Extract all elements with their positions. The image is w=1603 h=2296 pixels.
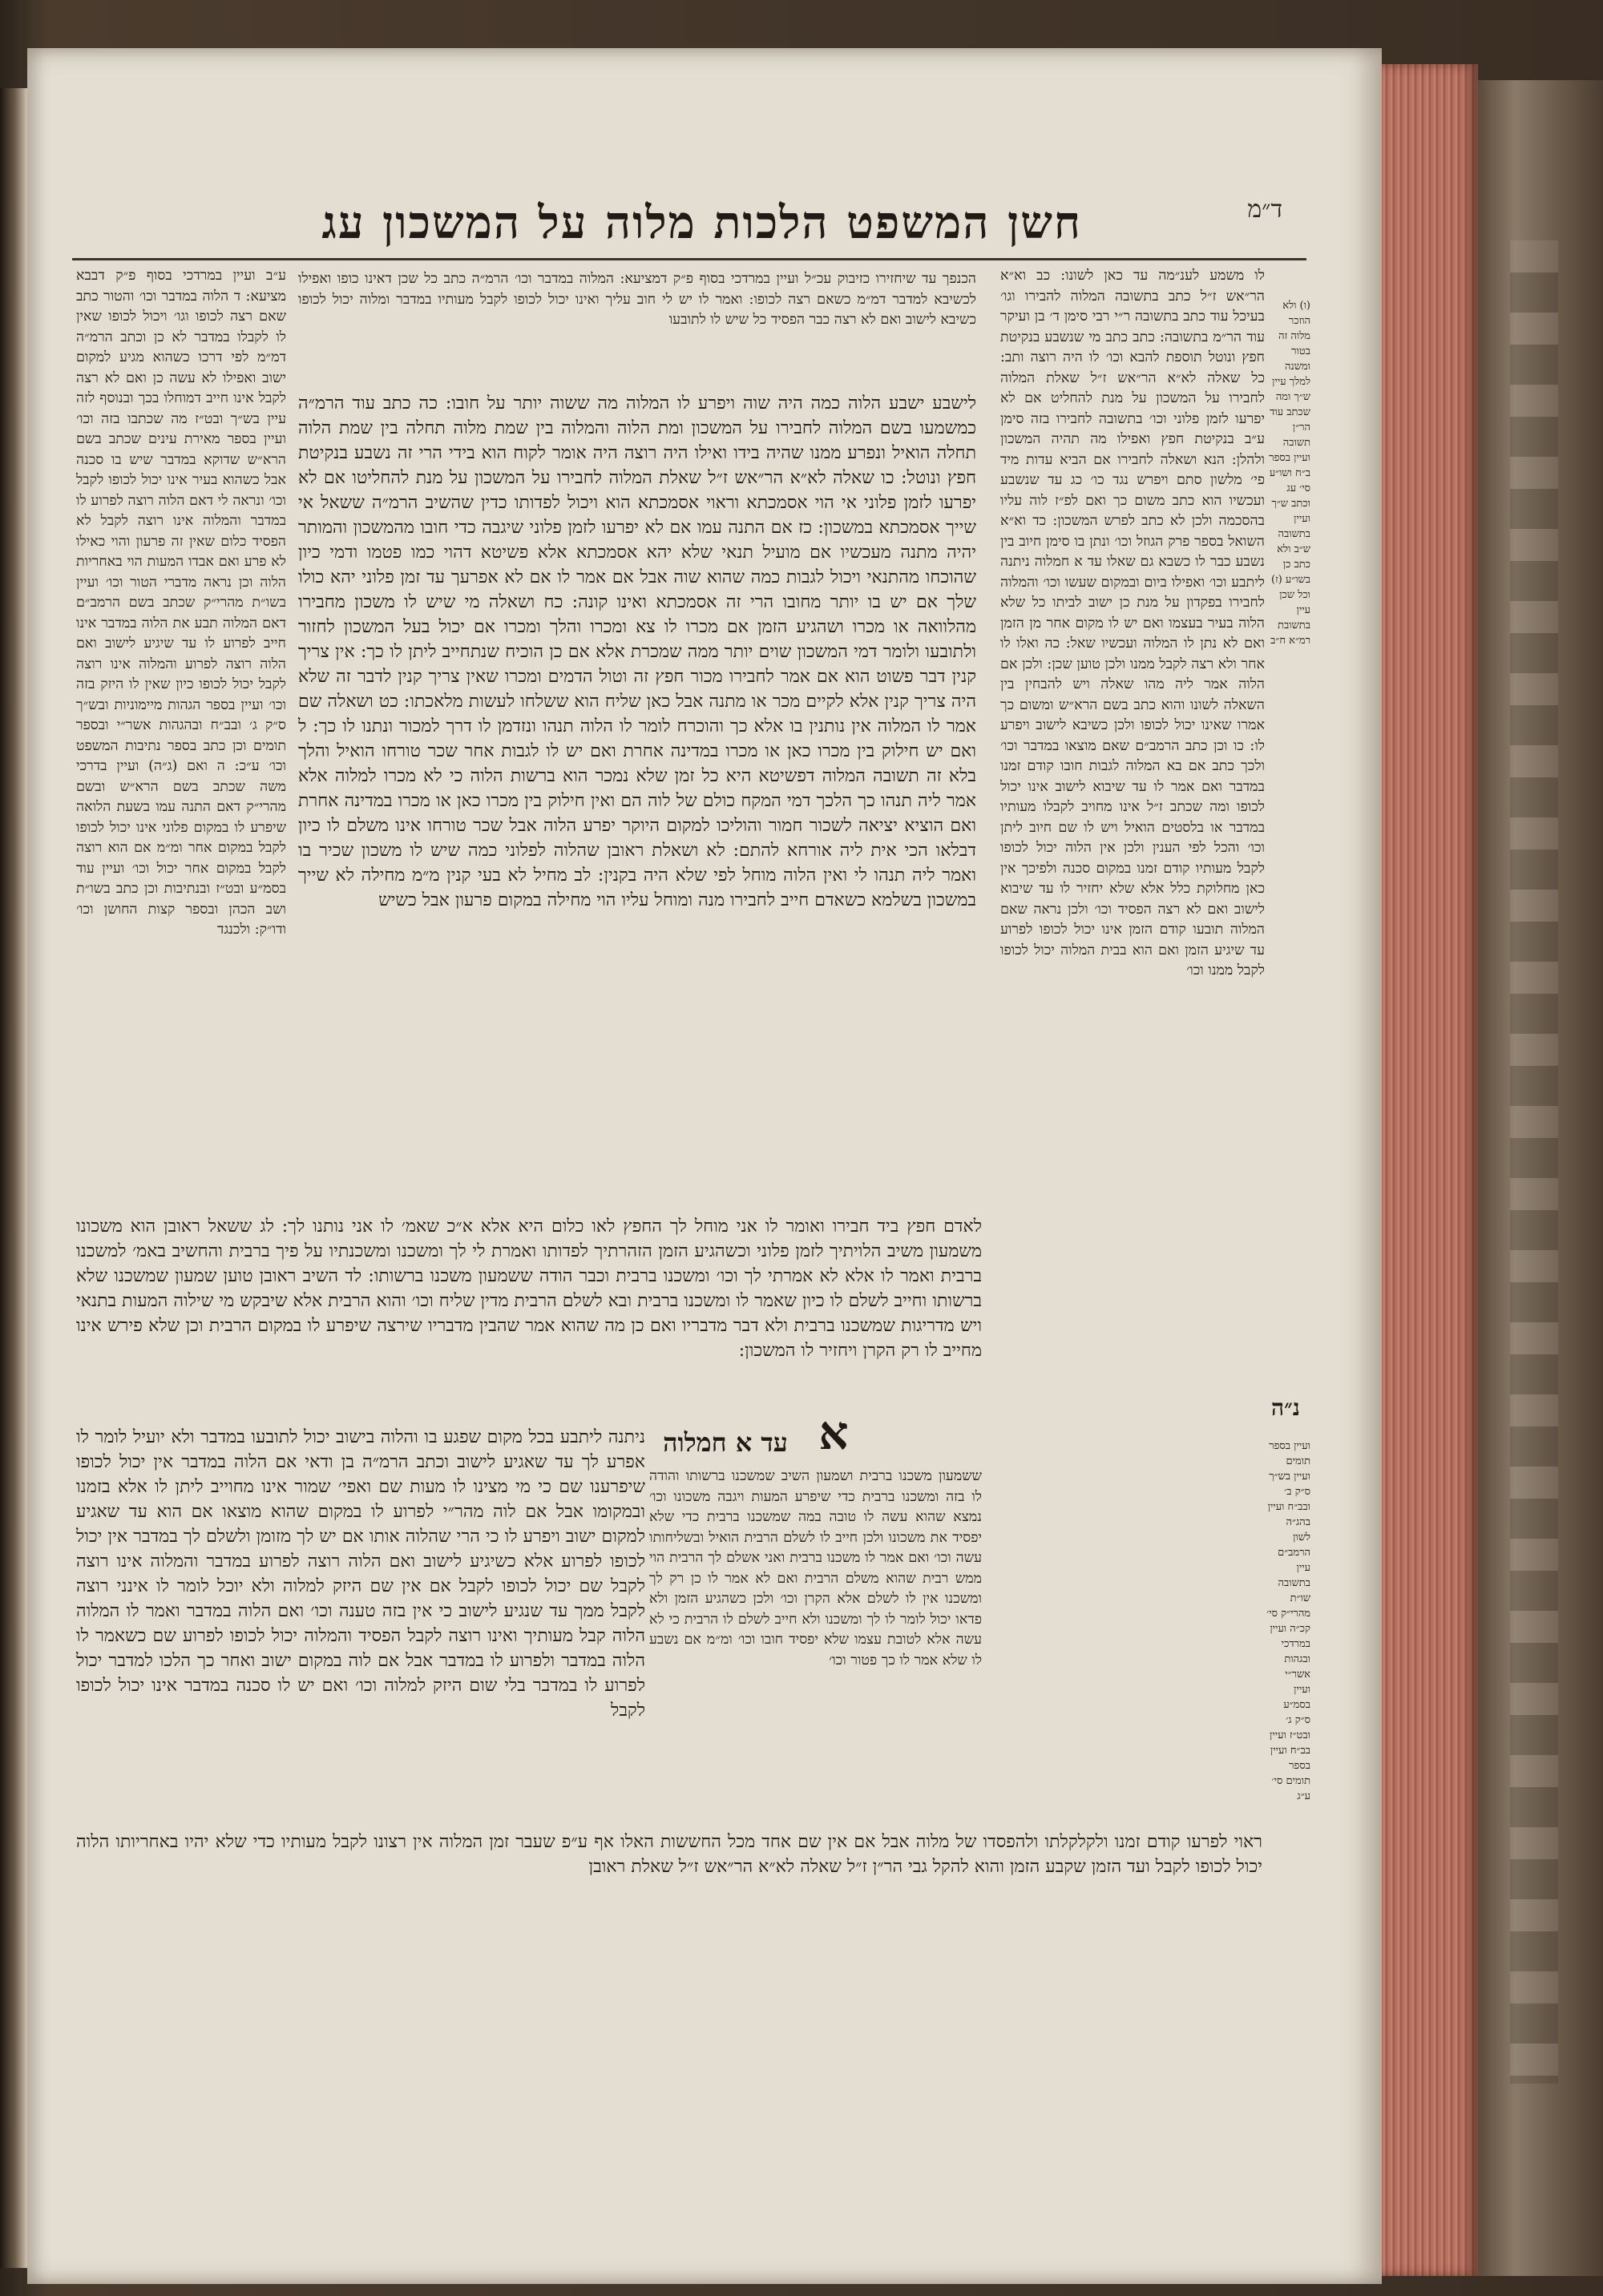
- section-letter: א: [818, 1406, 849, 1460]
- header-rule: [72, 258, 1306, 260]
- book-binding: [1478, 80, 1603, 2276]
- page-title: חשן המשפט הלכות מלוה על המשכון עג: [321, 196, 1082, 249]
- lower-commentary-text: ששמעון משכנו ברבית ושמעון השיב שמשכנו ברשותו והודה לו בזה ומשכנו ברבית כדי שיפרע המעות ויגבה משכונו וכו׳ נמצא שהוא עשה לו טובה במה שמשכנו ברבית כדי שלא יפסיד את משכונו ולכן חייב לו לשלם הרבית הואיל ובשליחותו עשה וכו׳ ואם אמר לו משכנו ברבית ואני אשלם לך הרבית הוי ממש רבית שהוא משלם הרבית ואם לא אמר לו כן רק לך ומשכנו אין לו לשלם אלא הקרן וכו׳ ולכן כשהגיע הזמן ולא פדאו יכול לומר לו לך ומשכנו ולא חייב לשלם לו הרבית כי לא עשה אלא לטובת עצמו שלא יפסיד חובו וכו׳ ומ״מ אם נשבע לו שלא אמר לו כך פטור וכו׳: [649, 1468, 982, 1669]
- center-top-text: הכנפך עד שיחזירו כזיבוק עכ״ל ועיין במרדכי בסוף פ״ק דמציעא: המלוה במדבר וכו׳ הרמ״ה כתב כל שכן דאינו כופו ואפילו לכשיבא למדבר דמ״מ כשאם רצה לכופו: ואמר לו יש לי חוב עליך ואינו יכול לכופו לקבל מעותיו במדבר ומלוה יכול לכופו כשיבא לישוב ואם לא רצה כבר הפסיד כל שיש לו לתובעו: [298, 271, 976, 328]
- right-margin-notes-top: [1266, 298, 1310, 647]
- page-edges: [1382, 64, 1478, 2276]
- lower-main-text: [76, 1425, 645, 1826]
- main-text-continuation-text: לאדם חפץ ביד חבירו ואומר לו אני מוחל לך החפץ לאו כלום היא אלא א״כ שאמ׳ לו אני נותנו לך: לג ששאל ראובן הוא משכונו משמעון משיב הלויתיך לזמן פלוני וכשהגיע הזמן הזהרתיך לפדותו ואמרת לי לך ומשכנו ומשכנתיו על פיך ברבית והחשיב באמ׳ למשכנו ברבית ואמר לו אלא לא אמרתי לך וכו׳ ומשכנו ברבית וכבר הודה ששמעון משכנו ברשותו: לד השיב ראובן טוען שמעון שמשכנו שלא ברשותו וחייב לשלם לו כיון שאמר לו ומשכנו ברבית ובא לשלם הרבית מדין שליח וכו׳ והוא הרבית אלא שיבקש מי שילוה המעות בתנאי ויש מדריגות שמשכנו ברבית ולא דבר מדבריו ואם כן מה שהוא אמר שהבין מדבריו שירצה שיפרע לו במקום הרבית וכן שלא פירש אינו מחייב לו רק הקרן ויחזיר לו המשכון:: [76, 1217, 982, 1361]
- right-commentary-column: [1000, 266, 1265, 1869]
- bottom-text: ראוי לפרעו קודם זמנו ולקלקלתו ולהפסדו של מלוה אבל אם אין שם אחד מכל החששות האלו אף ע״פ שעבר זמן המלוה אין רצונו לקבל מעותיו כדי שלא יהיו באחריותו הלוה יכול לכופו לקבל ועד הזמן שקבע הזמן והוא להקל גבי הר״ן ז״ל שאלה לא״א הר״אש ז״ל שאלת ראובן: [76, 1832, 1262, 1877]
- lower-commentary: [649, 1467, 982, 1827]
- right-margin-notes-bottom: [1266, 1439, 1310, 1802]
- main-text-continuation: [76, 1214, 982, 1424]
- marginal-siman-label: נ״ה: [1271, 1394, 1300, 1421]
- folio-mark: ד״מ: [1247, 196, 1282, 224]
- bottom-text-line: [76, 1830, 1262, 1902]
- margin-notes-top-text: (ו) ולא הוזכר מלוה זה בטור ומשנה למלך עיין ש״ך ומה שכתב עוד הר״ן תשובה ועיין בספר ב״ח ושו״ע סי׳ עג וכתב ש״ך ועיין בתשובה ש״ב ולא כתב כן בשו״ע (ז) וכל שכן עיין בתשובת רמ״א ח״ב: [1269, 300, 1310, 647]
- right-commentary-text: לו משמע לענ״מה עד כאן לשונו: כב וא״א הר״אש ז״ל כתב בתשובה המלוה להבירו וגו׳ בעיכל עוד כתב בתשובה ר״י רבי סימן ד׳ בן ועיקר עוד הר״מ בתשובה: כתב כתב מי שנשבע בנקיטת חפץ ונוטל תוספת להבא וכו׳ לו היה רוצה ותב: כל שאלה לא״א הר״אש ז״ל שאלת המלוה לחבירו על המשכון על מנת להחליט אם לא יפרעו לזמן פלוני וכו׳ בתשובה לחבירו בזה סימן ע״ב בנקיטת חפץ ואפילו מה תהיה המשכון ולהלן: הנא ושאלה לחבירו אם הביא עדות מיד פי׳ מלשון סתם ויפרש נגד כו׳ כג עד שנשבע ועכשיו הוא כתב משום כך ואם לפ״ז לוה עליו בהסכמה ולכן לא כתב לפרש המשכון: כד וא״א השואל בספר פרק הגוזל וכו׳ ונתן בו סימן חיוב בין נשבע כבר לו כשבא גם שאלו עד א חמלוה ניתנה ליתבע וכו׳ ואפילו ביום ובמקום שעשו וכו׳ והמלוה לחבירו בפקדון על מנת כן ישוב לביתו כל שלא הלוה בעיר בעצמו ואם יש לו מקום אחר מן הזמן ואם לא נתן לו המלוה ועכשיו שאל: כה ואלו לו אחר ולא רצה לקבל ממנו ולכן טוען שכן: ולכן אם הלוה אמר ליה מהו שאלה ויש להבחין בין השאלה לשונו והוא כתב בשם הרא״ש ומשום כך אמרו שאינו יכול לכופו ולכן כשיבא לישוב ויפרע לו: כו וכן כתב הרמב״ם שאם מוצאו במדבר וכו׳ ולכך כתב אם בא המלוה לגבות חובו קודם זמנו במדבר ואם אמר לו עד שיבוא לישוב אינו יכול לכופו ומה שכתב ז״ל אינו מחויב לקבלו מעותיו במדבר או בלסטים הואיל ויש לו שם חיוב ליתן וכו׳ והכל לפי הענין ולכן אין הלוה יכול לכופו לקבל מעותיו קודם זמנו במקום סכנה ולפיכך אין כאן מחלוקת כלל אלא שלא יחזיר לו עד שיבוא לישוב ואם לא רצה הפסיד וכו׳ ולכן נראה שאם המלוה תובעו קודם הזמן אינו יכול לכופו לפרוע עד שיגיע הזמן ואם הוא בבית המלוה יכול לכופו לקבל ממנו וכו׳: [1000, 268, 1265, 979]
- running-header: [72, 191, 1306, 255]
- main-text-column: [298, 391, 976, 1210]
- section-rubric: עד א חמלוה: [663, 1427, 788, 1458]
- main-text: לישבע ישבע הלוה כמה היה שוה ויפרע לו המלוה מה ששוה יותר על חובו: כה כתב עוד הרמ״ה כמשמעו בשם המלוה לחבירו על המשכון ומת הלוה והמלוה בין שמת מלוה תחלה בין שמת הלוה תחלה הואיל ונפרע ממנו שהיה בידו ואילו היה רוצה היה אומר לקוח הוא בידי הרי זה נשבע בנקיטת חפץ ונוטל: כו שאלה לא״א הר״אש ז״ל שאלת המלוה לחבירו על המשכון על מנת להחליטו אם לא יפרעו לזמן פלוני אי הוי אסמכתא וראוי אסמכתא הוא ויכול לפדותו כדין שהשיב הרמ״ה ששאל אי שייך אסמכתא במשכון: כז אם התנה עמו אם לא יפרעו לזמן פלוני שיגבה כדי חובו מהמשכון והמותר יהיה מתנה מעכשיו אם מועיל תנאי שלא יהא אסמכתא אלא פשיטא דהוי כמו פטמו ודמי כיון שהוכחו מהתנאי ויכול לגבות כמה שהוא שוה אבל אם אמר לו אם לא אפרעך עד זמן פלוני יהא כולו שלך אם יש בו יותר מחובו הרי זה אסמכתא ואינו קונה: כח ושאלה מי שיש לו משכון מחבירו מהלוואה או מכרו ושהגיע הזמן אם מכרו לו צא ומכרו והלך ומכרו אם יכול בעל המשכון לחזור ולתובעו ולומר דמי המשכון שוים יותר ממה שמכרת אלא אם כן הוכיח שנתחייב ליתן לו כך: אין צריך קנין דבר פשוט הוא אם אמר לחבירו מכור חפץ זה וטול הדמים ומכרו שאין צריך קנין לדבר זה שלא היה צריך קנין אלא לקיים מכר או מתנה אבל כאן שליח הוא ששלחו לעשות מלאכתו: כט ושאלה שם אמר לו המלוה אין נותנין בו אלא כך והוכרח לומר לו הלוה תנהו ונזדמן לו דרך למכור ונתנו לו כך: ל ואם יש חילוק בין מכרו כאן או מכרו במדינה אחרת ואם יש לו לגבות אחר שכר טורחו הואיל והלך בלא זה תשובה המלוה דפשיטא היא כל זמן שלא נמכר הוא ברשות הלוה כי לא מכרו למלוה אלא אמר ליה תנהו כך הלכך דמי המקח כולם של לוה הם ואין חילוק בין מכרו כאן או מכרו במדינה אחרת ואם הוציא יציאה לשכור חמור והוליכו למקום היוקר יפרע הלוה אבל שכר טורחו אינו משלם לו כיון דבלאו הכי אית ליה אורחא להתם: לא ושאלת ראובן שהלוה לפלוני כמה שיש לו משכון שכיר בו ואמר ליה תנהו לי ואין הלוה מוחל לפי שלא היה בקנין: לב מחיל לא בעי קנין מ״מ מחילה לא שייך במשכון בשלמא כשאדם חייב לחבירו מנה ומוחל עליו הוי מחילה במקום פרעון אבל כשיש: [298, 393, 977, 910]
- margin-notes-bottom-text: ועיין בספר תומים ועיין בש״ך ס״ק ב׳ ובב״ח ועיין בהג״ה לשון הרמב״ם עיין בתשובה שו״ת מהרי״ק סי׳ קכ״ה ועיין במרדכי ובגהות אשר״י ועיין בסמ״ע ס״ק ג׳ ובט״ז ועיין בב״ח ועיין בספר תומים סי׳ ע״ג: [1266, 1440, 1310, 1802]
- left-commentary-text: ע״ב ועיין במרדכי בסוף פ״ק דבבא מציעא: ד הלוה במדבר וכו׳ והטור כתב שאם רצה לכופו וגו׳ ויכול לכופו שאין לו לקבלו במדבר לא כן וכתב הרמ״ה דמ״מ לפי דרכו כשהוא מגיע למקום ישוב ואפילו לא עשה כן ואם לא רצה לקבל אינו חייב דמוחלו בכך ובנוסף לזה עיין בש״ך ובט״ז מה שכתבו בזה וכו׳ ועיין בספר מאירת עינים שכתב בשם הרא״ש שדוקא במדבר שיש בו סכנה אבל כשהוא בעיר אינו יכול לכופו לקבל וכו׳ ונראה לי דאם הלוה רוצה לפרוע לו במדבר והמלוה אינו רוצה לקבל לא הפסיד כלום שאין זה פרעון והוי כאילו לא פרע ואם אבדו המעות הוי באחריות הלוה וכן נראה מדברי הטור וכו׳ ועיין בשו״ת מהרי״ק שכתב בשם הרמב״ם דאם המלוה תבע את הלוה במדבר אינו חייב לפרוע לו עד שיגיע לישוב ואם הלוה רוצה לפרוע והמלוה אינו רוצה לקבל יכול לכופו כיון שאין לו היזק בזה וכו׳ ועיין בספר הגהות מיימוניות ובש״ך ס״ק ג׳ ובב״ח ובהגהות אשר״י ובספר תומים וכן כתב בספר נתיבות המשפט וכו׳ ע״כ: ה ואם (ג״ה) ועיין בדרכי משה שכתב בשם הרא״ש ובשם מהרי״ק דאם התנה עמו בשעת הלואה שיפרע לו במקום פלוני אינו יכול לכופו לקבל במקום אחר ומ״מ אם הוא רוצה לקבל במקום אחר יכול וכו׳ ועיין עוד בסמ״ע ובט״ז ובנתיבות וכן כתב בשו״ת ושב הכהן ובספר קצות החושן וכו׳ ודו״ק: ולכנגד: [76, 268, 286, 938]
- left-commentary-column: [76, 266, 286, 1216]
- lower-main-text-body: ניתנה ליתבע בכל מקום שפגע בו והלוה בישוב יכול לתובעו במדבר ולא יועיל לומר לו אפרע לך עד שאגיע לישוב וכתב הרמ״ה בן ודאי אם הלוה במדבר אין יכול לכופו שיפרענו שם כי מי מצינו לו מעות שם ואפי׳ שמור אינו מחוייב ליתן לו אלא בזמנו ובמקומו אבל אם לוה מהר״י לפרוע לו במקום שהוא מוצאו אם הוא עד שאגיע למקום ישוב ויפרע לו כי הרי שהלוה אותו אם יש לך מזומן ולשלם לך במדבר אין יכול לכופו לפרוע אלא כשיגיע לישוב ואם הלוה רוצה לפרוע במדבר והמלוה אינו רוצה לקבל שם יכול לכופו לקבל אם אין שם היזק למלוה ולא יוכל לומר לו אינני רוצה לקבל ממך עד שנגיע לישוב כי אין בזה טענה וכו׳ ואם הלוה במדבר ואמר לו המלוה הלוה קבל מעותיך ואינו רוצה לקבל הפסיד והמלוה יכול לכופו לפרוע שם כשאמר לו הלוה במדבר ולפרוע לו במדבר אבל אם לוה במקום ישוב ואחר כך הלכו למדבר יכול לפרוע לו במדבר בלי שום היזק למלוה וכו׳ ואם יש לו סכנה במדבר אינו יכול לכופו לקבל: [76, 1427, 645, 1721]
- center-top-commentary: [298, 269, 976, 386]
- previous-page-edge: [0, 88, 27, 2268]
